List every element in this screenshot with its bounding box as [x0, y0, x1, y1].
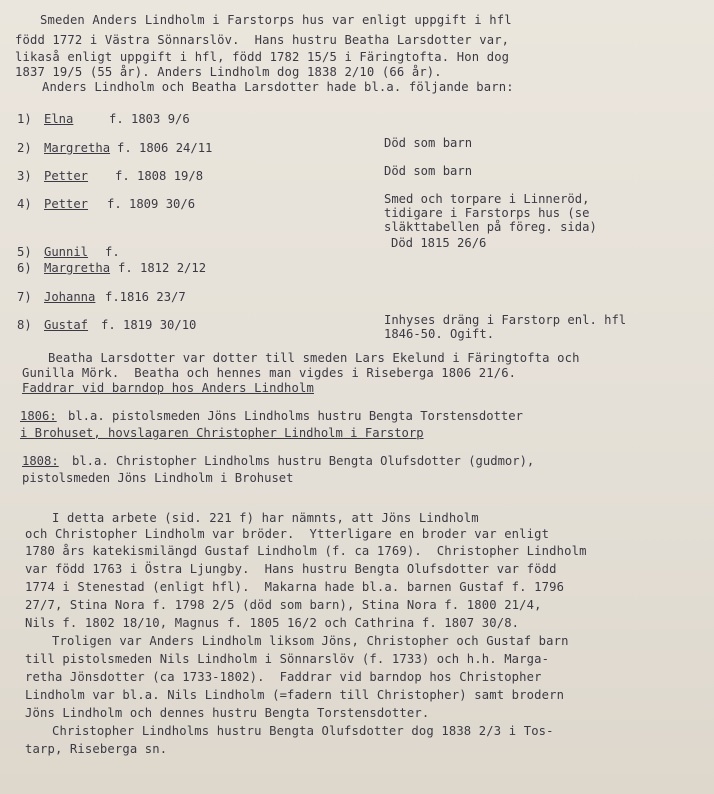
list-item-note: Inhyses dräng i Farstorp enl. hfl — [384, 313, 627, 327]
beatha-line: Beatha Larsdotter var dotter till smeden Lars Ekelund i Färingtofta och — [48, 351, 580, 365]
final-line: tarp, Riseberga sn. — [25, 742, 168, 756]
final-line: 27/7, Stina Nora f. 1798 2/5 (död som barn), Stina Nora f. 1800 21/4, — [25, 598, 542, 612]
final-line: I detta arbete (sid. 221 f) har nämnts, att Jöns Lindholm — [52, 511, 479, 525]
beatha-line: Gunilla Mörk. Beatha och hennes man vigdes i Riseberga 1806 21/6. — [22, 366, 517, 380]
final-line: till pistolsmeden Nils Lindholm i Sönnarslöv (f. 1733) och h.h. Marga- — [25, 652, 550, 666]
final-line: var född 1763 i Östra Ljungby. Hans hustru Bengta Olufsdotter var född — [25, 562, 557, 576]
list-item-note: Smed och torpare i Linneröd, — [384, 192, 590, 206]
list-item-note: 1846-50. Ogift. — [384, 327, 495, 341]
final-line: Nils f. 1802 18/10, Magnus f. 1805 16/2 och Cathrina f. 1807 30/8. — [25, 616, 520, 630]
final-line: Lindholm var bl.a. Nils Lindholm (=fadern till Christopher) samt brodern — [25, 688, 565, 702]
final-line: retha Jönsdotter (ca 1733-1802). Faddrar vid barndop hos Christopher — [25, 670, 542, 684]
intro-line: Smeden Anders Lindholm i Farstorps hus var enligt uppgift i hfl — [40, 13, 512, 27]
list-item-note: Död som barn — [384, 136, 473, 150]
list-item-note: tidigare i Farstorps hus (se — [384, 206, 590, 220]
list-item-note: Död som barn — [384, 164, 473, 178]
intro-line: Anders Lindholm och Beatha Larsdotter hade bl.a. följande barn: — [42, 80, 514, 94]
document-page: Smeden Anders Lindholm i Farstorps hus var enligt uppgift i hfl född 1772 i Västra Sönnarslöv. Hans hustru Beatha Larsdotter var, likaså enligt uppgift i hfl, född 1782 15/5 i Färingtofta. Hon dog 1837 19/5 (55 år). Anders Lindholm dog 1838 2/10 (66 år). Anders Lindholm och Beatha Larsdotter hade bl.a. följande barn: 1) Elna f. 1803 9/6 2) Margretha f. 1806 24/11 Död som barn 3) Petter f. 1808 19/8 Död som barn 4) Petter f. 1809 30/6 Smed och torpare i Linneröd, tidigare i Farstorps hus (se släkttabellen på föreg. sida) Död 1815 26/6 5) Gunnil f. 6) Margretha f. 1812 2/12 7) Johanna f.1816 23/7 8) Gustaf f. 1819 30/10 Inhyses dräng i Farstorp enl. hfl 1846-50. Ogift. Beatha Larsdotter var dotter till smeden Lars Ekelund i Färingtofta och Gunilla Mörk. Beatha och hennes man vigdes i Riseberga 1806 21/6. Faddrar vid barndop hos Anders Lindholm 1806: bl.a. pistolsmeden Jöns Lindholms hustru Bengta Torstensdotter i Brohuset, hovslagaren Christopher Lindholm i Farstorp 1808: bl.a. Christopher Lindholms hustru Bengta Olufsdotter (gudmor), pistolsmeden Jöns Lindholm i Brohuset I detta arbete (sid. 221 f) har nämnts, att Jöns Lindholm och Christopher Lindholm var bröder. Ytterligare en broder var enligt 1780 års katekismilängd Gustaf Lindholm (f. ca 1769). Christopher Lindholm var född 1763 i Östra Ljungby. Hans hustru Bengta Olufsdotter var född 1774 i Stenestad (enligt hfl). Makarna hade bl.a. barnen Gustaf f. 1796 27/7, Stina Nora f. 1798 2/5 (död som barn), Stina Nora f. 1800 21/4, Nils f. 1802 18/10, Magnus f. 1805 16/2 och Cathrina f. 1807 30/8. Troligen var Anders Lindholm liksom Jöns, Christopher och Gustaf barn till pistolsmeden Nils Lindholm i Sönnarslöv (f. 1733) och h.h. Marga- retha Jönsdotter (ca 1733-1802). Faddrar vid barndop hos Christopher Lindholm var bl.a. Nils Lindholm (=fadern till Christopher) samt brodern Jöns Lindholm och dennes hustru Bengta Torstensdotter. Christopher Lindholms hustru Bengta Olufsdotter dog 1838 2/3 i Tos- tarp, Riseberga sn. — [0, 0, 714, 794]
final-line: Troligen var Anders Lindholm liksom Jöns, Christopher och Gustaf barn — [52, 634, 569, 648]
intro-line: likaså enligt uppgift i hfl, född 1782 15/5 i Färingtofta. Hon dog — [15, 50, 510, 64]
intro-line: 1837 19/5 (55 år). Anders Lindholm dog 1838 2/10 (66 år). — [15, 65, 442, 79]
intro-line: född 1772 i Västra Sönnarslöv. Hans hustru Beatha Larsdotter var, — [15, 33, 510, 47]
final-line: Christopher Lindholms hustru Bengta Olufsdotter dog 1838 2/3 i Tos- — [52, 724, 554, 738]
list-item-note: släkttabellen på föreg. sida) — [384, 220, 597, 234]
final-line: Jöns Lindholm och dennes hustru Bengta Torstensdotter. — [25, 706, 430, 720]
list-item-note: Död 1815 26/6 — [391, 236, 487, 250]
section-heading: Faddrar vid barndop hos Anders Lindholm — [22, 381, 315, 395]
final-line: 1780 års katekismilängd Gustaf Lindholm (f. ca 1769). Christopher Lindholm — [25, 544, 587, 558]
final-line: 1774 i Stenestad (enligt hfl). Makarna hade bl.a. barnen Gustaf f. 1796 — [25, 580, 565, 594]
final-line: och Christopher Lindholm var bröder. Ytterligare en broder var enligt — [25, 527, 550, 541]
